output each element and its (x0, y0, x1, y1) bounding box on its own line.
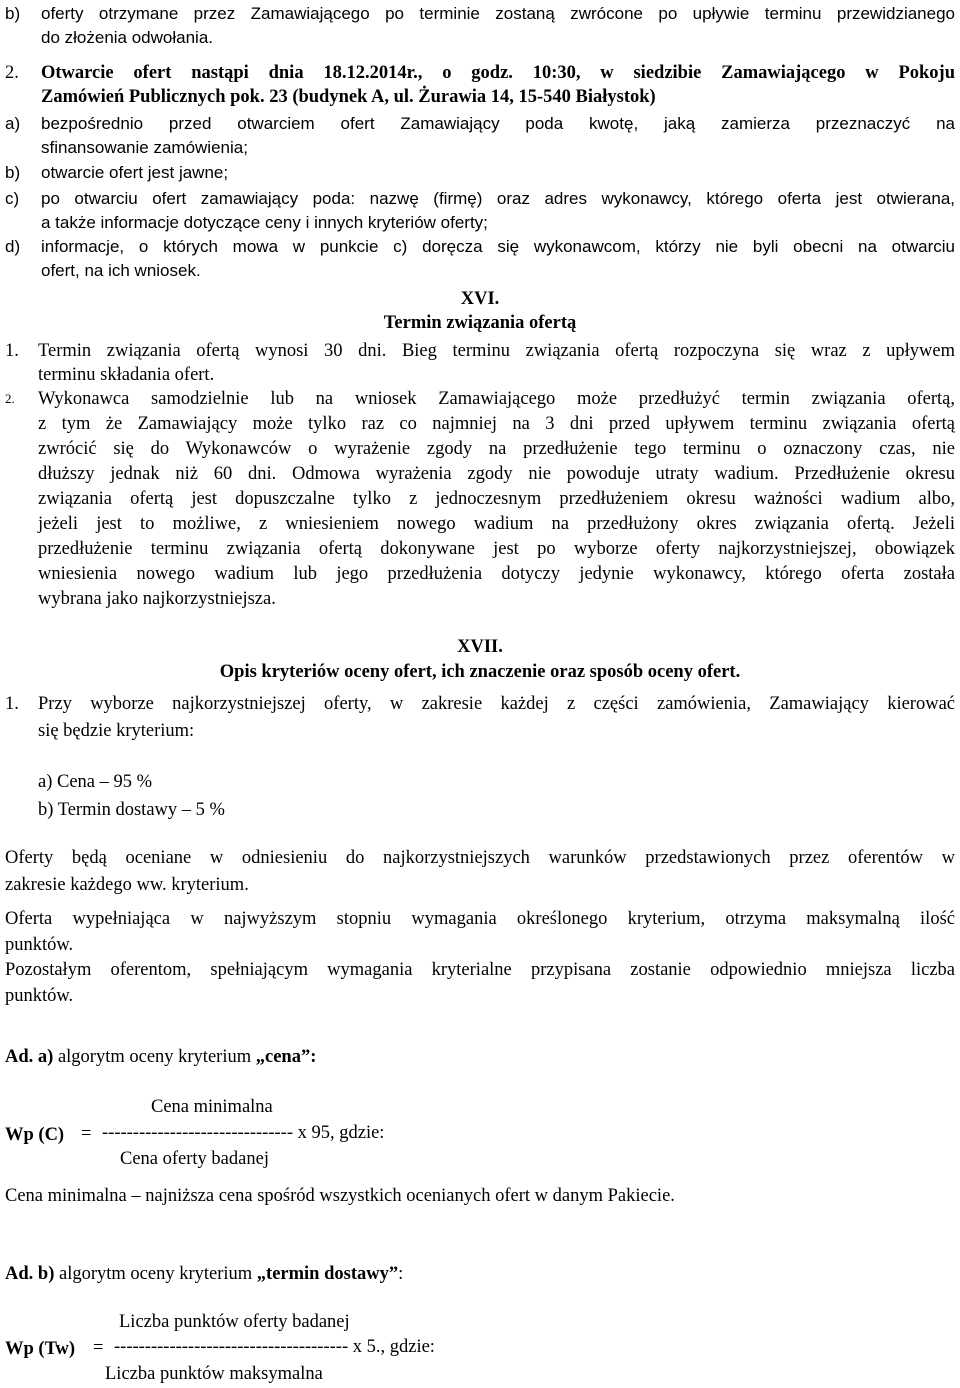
list-marker: c) (5, 189, 20, 208)
note-text: – najniższa cena spośród wszystkich ocenianych ofert w danym Pakiecie. (126, 1186, 675, 1206)
criterion-price: a) Cena – 95 % (38, 772, 153, 792)
list-marker: d) (5, 237, 21, 256)
item-number: 2. (5, 391, 15, 406)
paragraph-line: się będzie kryterium: (38, 721, 195, 741)
formula-numerator: Liczba punktów oferty badanej (119, 1312, 350, 1332)
formula-fraction-bar: -------------------------------------- x 5., gdzie: (114, 1337, 435, 1357)
algorithm-text: algorytm oceny kryterium (54, 1264, 257, 1284)
algorithm-criterion: „termin dostawy” (256, 1264, 399, 1284)
formula-numerator: Cena minimalna (151, 1097, 273, 1117)
paragraph-line: Termin związania ofertą wynosi 30 dni. Bieg terminu związania ofertą rozpoczyna się wraz z upływem (38, 341, 955, 361)
algorithm-label: Ad. b) (5, 1264, 55, 1284)
formula-denominator: Cena oferty badanej (120, 1149, 269, 1169)
paragraph-line: dłuższy jednak niż 60 dni. Odmowa wyrażenia zgody nie powoduje utraty wadium. Przedłużenie okresu (38, 464, 955, 484)
paragraph-line: Oferta wypełniająca w najwyższym stopniu wymagania określonego kryterium, otrzyma maksymalną ilość (5, 909, 955, 929)
note-term: Cena minimalna (5, 1186, 127, 1206)
algorithm-criterion: „cena”: (255, 1047, 317, 1067)
algorithm-text: algorytm oceny kryterium (53, 1047, 256, 1067)
item-number: 1. (5, 694, 19, 714)
paragraph-line: zwrócić się do Wykonawców o wyrażenie zgody na przedłużenie tego terminu o oznaczony czas, nie (38, 439, 955, 459)
list-item-text: informacje, o których mowa w punkcie c) doręcza się wykonawcom, którzy nie byli obecni na otwarciu (41, 237, 955, 256)
section-number: 2. (5, 63, 19, 83)
algorithm-label: Ad. a) (5, 1047, 54, 1067)
list-item-text: sfinansowanie zamówienia; (41, 138, 248, 157)
formula-equals: = (81, 1124, 92, 1144)
paragraph-line: jeżeli jest to możliwe, z wniesieniem nowego wadium na przedłużony okres związania ofertą. Jeżeli (38, 514, 955, 534)
criterion-delivery: b) Termin dostawy – 5 % (38, 800, 225, 820)
item-number: 1. (5, 341, 19, 361)
paragraph-line: z tym że Zamawiający może tylko raz co najmniej na 3 dni przed upływem terminu związania ofertą (38, 414, 955, 434)
paragraph-line: punktów. (5, 986, 74, 1006)
paragraph-line: związania ofertą jest dopuszczalne tylko z jednoczesnym przedłużeniem okresu ważności wadium albo, (38, 489, 955, 509)
paragraph-line: Pozostałym oferentom, spełniającym wymagania kryterialne przypisana zostanie odpowiednio mniejsza liczba (5, 960, 955, 980)
algorithm-heading-delivery: Ad. b) algorytm oceny kryterium „termin dostawy”: (5, 1264, 404, 1284)
section-heading-number: XVI. (460, 289, 500, 309)
paragraph-line: punktów. (5, 935, 74, 955)
section-heading-title: Termin związania ofertą (383, 313, 577, 333)
paragraph-line: Oferty będą oceniane w odniesieniu do najkorzystniejszych warunków przedstawionych przez oferentów w (5, 848, 955, 868)
formula-equals: = (93, 1338, 104, 1358)
section-heading-title: Opis kryteriów oceny ofert, ich znaczenie oraz sposób oceny ofert. (219, 662, 741, 682)
list-marker: b) (5, 163, 21, 182)
paragraph-line: zakresie każdego ww. kryterium. (5, 875, 249, 895)
paragraph-line: wniesienia nowego wadium lub jego przedłużenia dotyczy jedynie wykonawcy, którego oferta została (38, 564, 955, 584)
paragraph-line: Wykonawca samodzielnie lub na wniosek Zamawiającego może przedłużyć termin związania ofertą, (38, 389, 955, 409)
opening-location-text: Zamówień Publicznych pok. 23 (budynek A, ul. Żurawia 14, 15-540 Białystok) (41, 87, 656, 107)
formula-fraction-bar: ------------------------------- x 95, gdzie: (102, 1123, 385, 1143)
formula-denominator: Liczba punktów maksymalna (105, 1364, 323, 1384)
paragraph-line: przedłużenie terminu związania ofertą dokonywane jest po wyborze oferty najkorzystniejszej, obowiązek (38, 539, 955, 559)
section-heading-number: XVII. (457, 637, 503, 657)
paragraph-line: wybrana jako najkorzystniejsza. (38, 589, 276, 609)
list-item-text: otwarcie ofert jest jawne; (41, 163, 229, 182)
algorithm-heading-price (5, 1048, 316, 1067)
list-item-text: oferty otrzymane przez Zamawiającego po terminie zostaną zwrócone po upływie terminu przewidzianego (41, 4, 955, 23)
opening-date-text: Otwarcie ofert nastąpi dnia 18.12.2014r., o godz. 10:30, w siedzibie Zamawiającego w Pokoju (41, 63, 955, 83)
list-item-text: po otwarciu ofert zamawiający poda: nazwę (firmę) oraz adres wykonawcy, którego oferta jest otwierana, (41, 189, 955, 208)
paragraph-line: terminu składania ofert. (38, 365, 215, 385)
list-marker: a) (5, 114, 21, 133)
list-item-text: bezpośrednio przed otwarciem ofert Zamawiający poda kwotę, jaką zamierza przeznaczyć na (41, 114, 955, 133)
formula-lhs: Wp (Tw) (5, 1339, 76, 1359)
list-item-text: ofert, na ich wniosek. (41, 261, 201, 280)
paragraph-line: Przy wyborze najkorzystniejszej oferty, w zakresie każdej z części zamówienia, Zamawiający kierować (38, 694, 955, 714)
list-marker: b) (5, 4, 21, 23)
formula-lhs: Wp (C) (5, 1125, 65, 1145)
list-item-text: do złożenia odwołania. (41, 28, 214, 47)
formula-note (5, 1187, 675, 1206)
list-item-text: a także informacje dotyczące ceny i innych kryteriów oferty; (41, 213, 488, 232)
